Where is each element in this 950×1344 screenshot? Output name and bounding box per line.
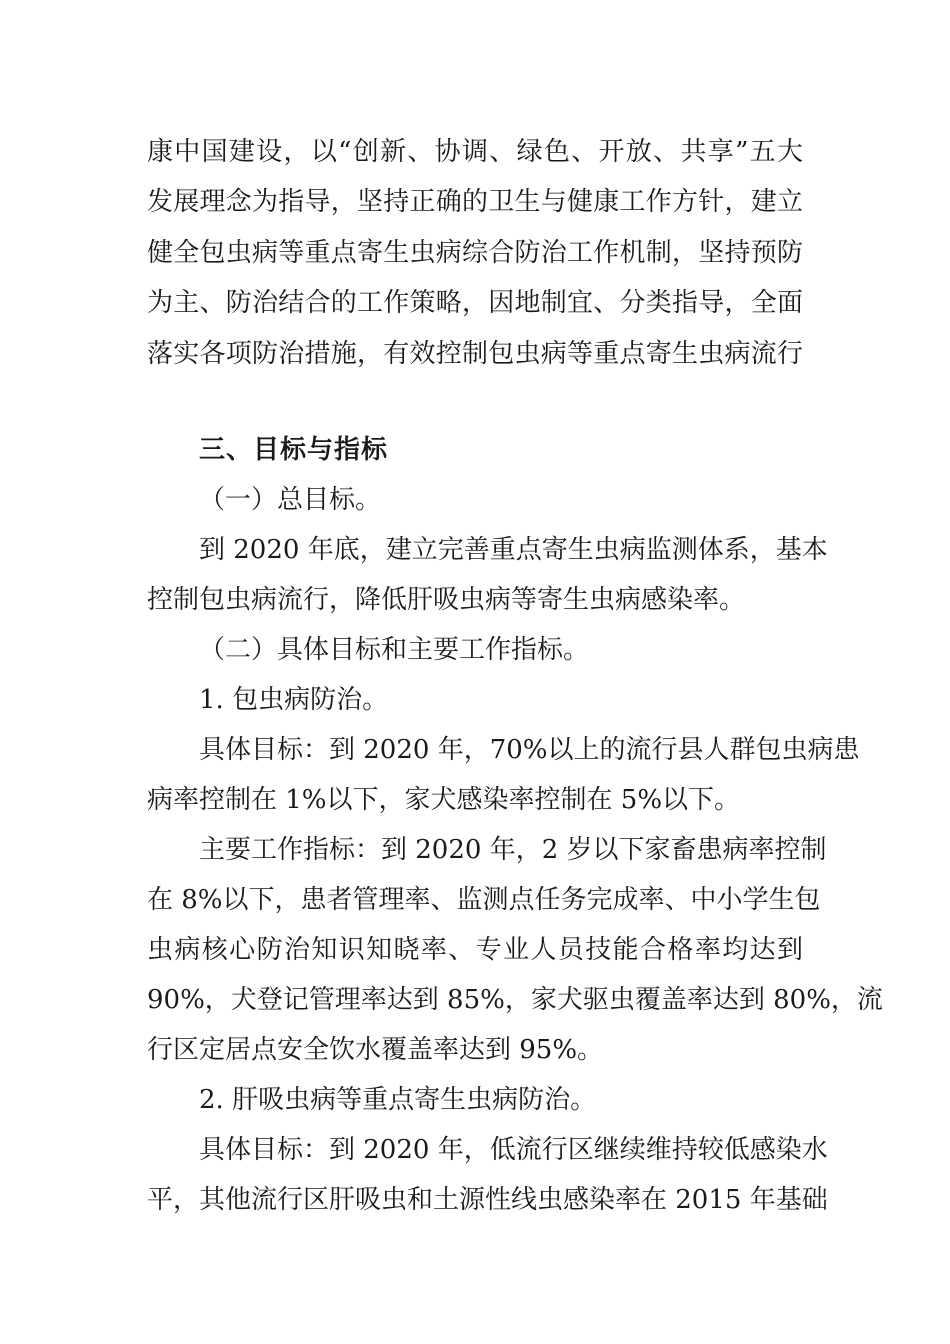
paragraph-line: 90%，犬登记管理率达到 85%，家犬驱虫覆盖率达到 80%，流	[147, 985, 883, 1015]
subsection-heading: （一）总目标。	[199, 485, 382, 515]
paragraph-line: 发展理念为指导，坚持正确的卫生与健康工作方针，建立	[147, 187, 803, 217]
paragraph-line: 病率控制在 1%以下，家犬感染率控制在 5%以下。	[147, 785, 741, 815]
paragraph-line: 主要工作指标：到 2020 年，2 岁以下家畜患病率控制	[199, 835, 827, 865]
section-heading: 三、目标与指标	[199, 435, 389, 465]
paragraph-line: 为主、防治结合的工作策略，因地制宜、分类指导，全面	[147, 288, 803, 318]
paragraph-line: 虫病核心防治知识知晓率、专业人员技能合格率均达到	[147, 935, 803, 965]
paragraph-line: 落实各项防治措施，有效控制包虫病等重点寄生虫病流行	[147, 339, 803, 369]
paragraph-line: 到 2020 年底，建立完善重点寄生虫病监测体系，基本	[199, 535, 828, 565]
paragraph-line: 具体目标：到 2020 年，低流行区继续维持较低感染水	[199, 1135, 828, 1165]
item-heading: 1. 包虫病防治。	[199, 685, 389, 715]
paragraph-line: 具体目标：到 2020 年，70%以上的流行县人群包虫病患	[199, 735, 860, 765]
paragraph-line: 在 8%以下，患者管理率、监测点任务完成率、中小学生包	[147, 885, 821, 915]
paragraph-line: 控制包虫病流行，降低肝吸虫病等寄生虫病感染率。	[147, 585, 746, 615]
paragraph-line: 行区定居点安全饮水覆盖率达到 95%。	[147, 1035, 604, 1065]
item-heading: 2. 肝吸虫病等重点寄生虫病防治。	[199, 1085, 597, 1115]
paragraph-line: 健全包虫病等重点寄生虫病综合防治工作机制，坚持预防	[147, 238, 803, 268]
subsection-heading: （二）具体目标和主要工作指标。	[199, 635, 590, 665]
paragraph-line: 平，其他流行区肝吸虫和土源性线虫感染率在 2015 年基础	[147, 1185, 828, 1215]
paragraph-line: 康中国建设，以“创新、协调、绿色、开放、共享”五大	[147, 137, 803, 167]
